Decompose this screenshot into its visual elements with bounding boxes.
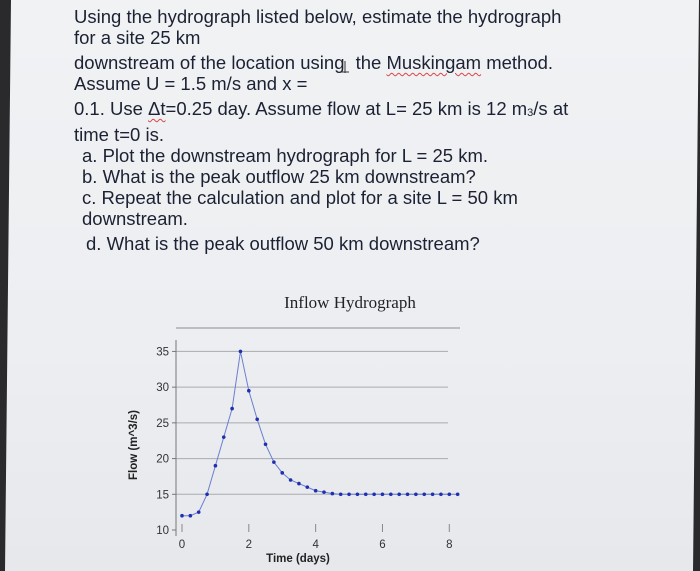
data-point [314, 489, 318, 493]
data-point [180, 514, 184, 518]
data-point [406, 492, 410, 496]
q3-c: the [350, 52, 387, 73]
question-line-6-text: time t=0 is. [74, 124, 164, 145]
y-tick-label-20: 20 [156, 453, 169, 466]
q5-a: 0.1. Use [74, 98, 149, 119]
x-tick-label-0: 0 [178, 539, 186, 551]
data-point [447, 492, 451, 496]
data-point [372, 492, 376, 496]
q5-c: =0.25 day. Assume flow at L= 25 km is 12 m [165, 98, 528, 119]
data-point [364, 492, 368, 496]
q3-a: downstream of the location [74, 52, 301, 73]
question-line-2-text: for a site 25 km [74, 27, 201, 48]
part-b-text: b. What is the peak outflow 25 km downstream? [82, 166, 476, 187]
data-point [272, 460, 276, 464]
part-d-text: d. What is the peak outflow 50 km downstream? [86, 233, 480, 254]
y-axis-label: Flow (m^3/s) [128, 410, 140, 480]
q3-e: method. [481, 52, 554, 73]
y-tick-label-35: 35 [156, 346, 169, 359]
data-point [347, 492, 351, 496]
data-point [264, 442, 268, 446]
chart-grid [176, 351, 448, 494]
x-tick-label-4: 4 [312, 539, 319, 551]
data-point [239, 350, 243, 354]
q5-sub: 3 [527, 107, 534, 119]
data-point [214, 464, 218, 468]
part-c-cont-text: downstream. [82, 208, 188, 229]
x-tick-label-8: 8 [446, 539, 453, 551]
data-point [389, 492, 393, 496]
data-point [414, 492, 418, 496]
data-point [205, 492, 209, 496]
data-point [189, 514, 193, 518]
chart-title: Inflow Hydrograph [284, 293, 416, 312]
data-point [197, 510, 201, 514]
data-point [280, 471, 284, 475]
data-point [356, 492, 360, 496]
data-point [439, 492, 443, 496]
y-tick-label-10: 10 [156, 525, 169, 537]
data-point [322, 490, 326, 494]
data-point [247, 389, 251, 393]
data-point [305, 485, 309, 489]
x-tick-label-6: 6 [379, 539, 386, 551]
chart-series [180, 350, 459, 518]
data-point [289, 478, 293, 482]
part-c-text: c. Repeat the calculation and plot for a site L = 50 km [82, 187, 518, 208]
q3-muskingam: Muskingam [386, 52, 482, 73]
part-a-text: a. Plot the downstream hydrograph for L = 25 km. [82, 145, 489, 166]
data-point [381, 492, 385, 496]
data-point [297, 482, 301, 486]
y-tick-label-30: 30 [156, 382, 169, 395]
data-point [222, 435, 226, 439]
q3-using: using [300, 52, 345, 73]
data-point [422, 492, 426, 496]
x-tick-label-2: 2 [245, 539, 253, 551]
series-line-inflow [182, 351, 458, 515]
data-point [456, 492, 460, 496]
data-point [397, 492, 401, 496]
y-tick-label-15: 15 [156, 489, 169, 502]
q5-d: /s at [533, 98, 569, 119]
data-point [331, 492, 335, 496]
data-point [255, 417, 259, 421]
y-tick-label-25: 25 [156, 417, 169, 430]
q5-delta-t: Δt [148, 98, 166, 119]
question-line-4-text: Assume U = 1.5 m/s and x = [74, 73, 308, 94]
question-line-1-text: Using the hydrograph listed below, estimate the hydrograph [74, 6, 562, 27]
data-point [339, 492, 343, 496]
data-point [230, 407, 234, 411]
chart-ticks [156, 346, 452, 551]
x-axis-label: Time (days) [266, 553, 330, 565]
chart-axes [176, 328, 460, 536]
data-point [431, 492, 435, 496]
